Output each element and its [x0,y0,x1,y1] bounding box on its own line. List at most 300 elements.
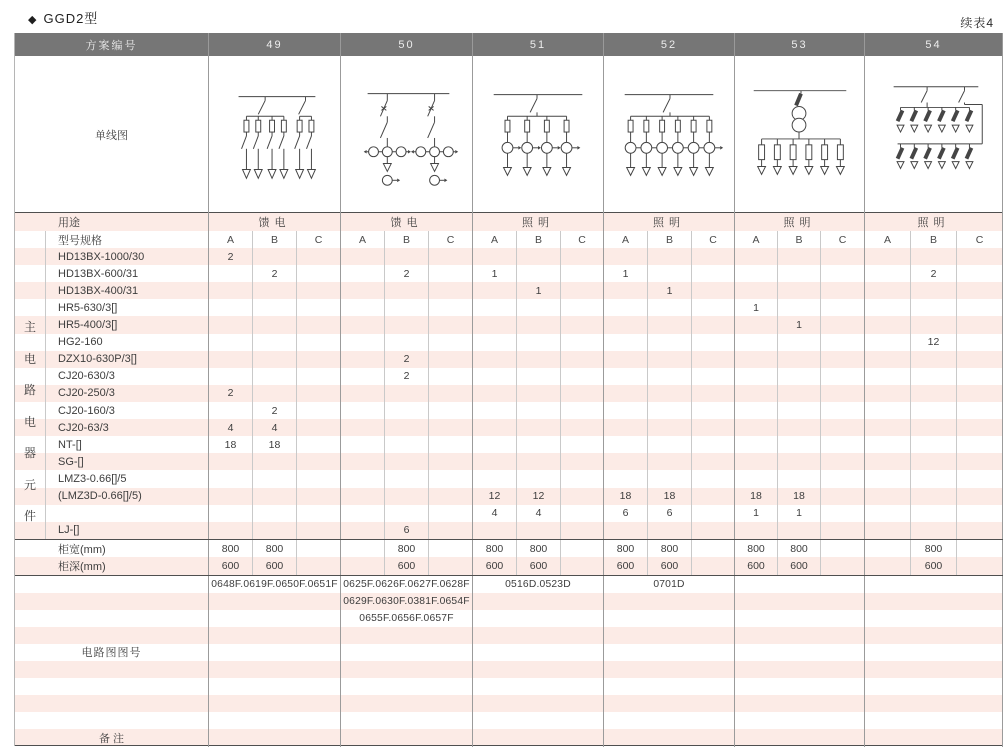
value-cell [648,316,692,333]
value-cell [821,316,865,333]
circuit-number-line [865,695,1002,712]
value-cell [911,436,957,453]
value-cell [473,402,517,419]
value-cell [561,299,604,316]
value-cell [692,265,735,282]
value-cell [297,505,341,522]
value-cell [957,299,1003,316]
value-cell: 800 [735,540,778,558]
value-cell [821,470,865,487]
value-cell [429,540,473,558]
value-cell [429,385,473,402]
value-cell: 1 [604,265,648,282]
value-cell [297,334,341,351]
circuit-number-line [209,661,340,678]
value-cell [209,351,253,368]
value-cell [735,351,778,368]
circuit-number-line [865,610,1002,627]
value-cell [561,265,604,282]
value-cell [821,368,865,385]
value-cell [911,299,957,316]
value-cell: 6 [385,522,429,539]
value-cell [778,248,821,265]
scheme-number-49: 49 [209,33,341,56]
circuit-number-line [865,644,1002,661]
subcol-52-C: C [692,231,735,248]
diagram-row-label: 单线图 [15,56,209,213]
value-cell [735,265,778,282]
value-cell [821,248,865,265]
value-cell: 800 [253,540,297,558]
value-cell [253,316,297,333]
circuit-number-line [735,593,864,610]
value-cell [253,299,297,316]
value-cell [604,522,648,539]
value-cell: 600 [911,557,957,575]
cabinet-depth-row [15,557,1003,575]
circuit-number-line [865,712,1002,729]
circuit-number-line [735,712,864,729]
value-cell [648,265,692,282]
value-cell: 600 [253,557,297,575]
component-row [15,368,1003,385]
value-cell [297,402,341,419]
remark-label: 备 注 [15,729,209,747]
component-row [15,282,1003,299]
value-cell: 6 [604,505,648,522]
value-cell [341,540,385,558]
value-cell [778,385,821,402]
value-cell: 2 [253,402,297,419]
value-cell: 2 [209,248,253,265]
circuit-number-line [473,593,603,610]
subcol-49-B: B [253,231,297,248]
value-cell: 1 [735,299,778,316]
circuit-number-line [473,695,603,712]
remark-row [15,728,1003,746]
value-cell [735,248,778,265]
value-cell [473,522,517,539]
circuit-label-column [15,576,209,729]
value-cell [957,368,1003,385]
value-cell [341,488,385,505]
value-cell [561,436,604,453]
subcol-53-A: A [735,231,778,248]
value-cell [429,557,473,575]
subcol-49-A: A [209,231,253,248]
value-cell: 2 [385,368,429,385]
component-label: CJ20-63/3 [15,419,209,436]
value-cell: 800 [911,540,957,558]
subcol-53-C: C [821,231,865,248]
value-cell [692,453,735,470]
component-label: HG2-160 [15,334,209,351]
circuit-number-line [735,627,864,644]
usage-value-52: 照明 [604,213,735,231]
value-cell: 600 [517,557,561,575]
continued-table-label: 续表4 [960,16,994,30]
value-cell [297,282,341,299]
value-cell [341,316,385,333]
value-cell [648,470,692,487]
value-cell [561,282,604,299]
value-cell [692,419,735,436]
value-cell: 12 [911,334,957,351]
value-cell [561,351,604,368]
value-cell [429,351,473,368]
circuit-number-line [473,610,603,627]
value-cell [341,402,385,419]
value-cell [209,334,253,351]
value-cell [517,402,561,419]
value-cell [341,453,385,470]
circuit-number-line: 0629F.0630F.0381F.0654F [341,593,472,610]
value-cell [253,282,297,299]
circuit-number-line [473,627,603,644]
value-cell: 600 [385,557,429,575]
value-cell: 600 [648,557,692,575]
value-cell [604,299,648,316]
remark-cell-50 [341,729,473,747]
value-cell [821,402,865,419]
value-cell [957,265,1003,282]
value-cell [429,488,473,505]
value-cell [821,522,865,539]
value-cell [957,351,1003,368]
subcol-51-B: B [517,231,561,248]
value-cell: 18 [735,488,778,505]
value-cell [429,436,473,453]
value-cell [692,522,735,539]
value-cell [911,453,957,470]
value-cell [297,453,341,470]
component-label: LMZ3-0.66[]/5 [15,470,209,487]
value-cell [692,316,735,333]
value-cell [957,385,1003,402]
value-cell [821,557,865,575]
value-cell [957,557,1003,575]
circuit-number-line [209,644,340,661]
single-line-diagram-54 [870,60,998,210]
value-cell [692,402,735,419]
value-cell [209,265,253,282]
value-cell: 18 [253,436,297,453]
usage-value-53: 照明 [735,213,865,231]
subcol-header-row [15,231,1003,248]
value-cell [517,385,561,402]
value-cell: 800 [648,540,692,558]
circuit-number-line [473,678,603,695]
scheme-number-53: 53 [735,33,865,56]
subcol-54-B: B [911,231,957,248]
value-cell: 12 [473,488,517,505]
value-cell: 600 [209,557,253,575]
value-cell [778,453,821,470]
diagram-cell-49 [209,56,341,213]
value-cell [692,282,735,299]
value-cell [865,282,911,299]
value-cell [735,419,778,436]
value-cell [429,470,473,487]
value-cell: 800 [473,540,517,558]
circuit-number-line [735,695,864,712]
value-cell [692,334,735,351]
value-cell [604,368,648,385]
circuit-number-line [209,695,340,712]
value-cell [341,334,385,351]
circuit-number-line [604,610,734,627]
value-cell [561,488,604,505]
value-cell [473,334,517,351]
value-cell [385,505,429,522]
component-row [15,248,1003,265]
diagram-cell-54 [865,56,1003,213]
value-cell [911,470,957,487]
value-cell [473,351,517,368]
value-cell [561,248,604,265]
value-cell [865,299,911,316]
value-cell [778,402,821,419]
remark-cell-53 [735,729,865,747]
circuit-number-line [341,644,472,661]
value-cell [648,385,692,402]
value-cell [297,316,341,333]
value-cell: 600 [604,557,648,575]
component-row [15,265,1003,282]
value-cell [341,522,385,539]
value-cell [561,522,604,539]
value-cell [865,419,911,436]
value-cell [297,368,341,385]
main-circuit-components-vertical-label [15,231,46,539]
value-cell [692,385,735,402]
value-cell [253,334,297,351]
value-cell [297,522,341,539]
component-label: HR5-400/3[] [15,316,209,333]
subcol-50-A: A [341,231,385,248]
value-cell [604,470,648,487]
value-cell: 600 [473,557,517,575]
single-line-diagram-53 [736,60,864,210]
circuit-number-line [341,712,472,729]
component-row [15,522,1003,539]
single-line-diagram-50 [343,60,471,210]
circuit-number-line [865,627,1002,644]
value-cell [692,436,735,453]
subcol-50-C: C [429,231,473,248]
value-cell [341,351,385,368]
value-cell [648,334,692,351]
component-row [15,351,1003,368]
value-cell [297,299,341,316]
value-cell [517,265,561,282]
circuit-number-line [209,610,340,627]
circuit-number-line [209,593,340,610]
title-bar [0,0,1004,33]
component-label: CJ20-250/3 [15,385,209,402]
diagram-cell-51 [473,56,604,213]
diamond-icon: ◆ [28,14,38,26]
value-cell [517,419,561,436]
value-cell [473,436,517,453]
circuit-number-line: 0625F.0626F.0627F.0628F [341,576,472,593]
usage-value-51: 照明 [473,213,604,231]
value-cell [865,522,911,539]
value-cell [517,368,561,385]
value-cell [561,453,604,470]
value-cell [341,385,385,402]
cabinet-width-row-label: 柜宽(mm) [15,540,209,558]
component-label: HR5-630/3[] [15,299,209,316]
subcol-52-B: B [648,231,692,248]
value-cell [604,419,648,436]
value-cell [209,488,253,505]
value-cell [865,265,911,282]
circuit-number-line [209,678,340,695]
scheme-number-label: 方案编号 [15,33,209,56]
value-cell [385,436,429,453]
circuit-number-line: 0655F.0656F.0657F [341,610,472,627]
value-cell [341,470,385,487]
value-cell [957,402,1003,419]
value-cell [253,505,297,522]
spec-row-label: 型号规格 [15,231,209,248]
component-row [15,316,1003,333]
value-cell [253,385,297,402]
value-cell: 800 [517,540,561,558]
component-label: NT-[] [15,436,209,453]
value-cell [911,488,957,505]
circuit-number-section [15,575,1003,728]
value-cell [957,453,1003,470]
circuit-number-line [865,661,1002,678]
value-cell [911,351,957,368]
diagram-cell-53 [735,56,865,213]
value-cell [209,453,253,470]
value-cell [473,419,517,436]
page-title [28,8,98,27]
value-cell [429,419,473,436]
single-line-diagram-49 [211,60,339,210]
value-cell [957,436,1003,453]
value-cell [821,453,865,470]
component-row [15,436,1003,453]
value-cell [735,402,778,419]
value-cell [517,316,561,333]
value-cell [865,557,911,575]
value-cell [865,316,911,333]
value-cell: 2 [385,351,429,368]
value-cell [297,351,341,368]
value-cell [473,385,517,402]
value-cell: 4 [473,505,517,522]
value-cell [341,557,385,575]
value-cell [821,351,865,368]
value-cell [865,368,911,385]
value-cell [429,505,473,522]
value-cell [821,282,865,299]
value-cell [957,505,1003,522]
value-cell [297,436,341,453]
value-cell [429,265,473,282]
subcol-53-B: B [778,231,821,248]
value-cell [517,351,561,368]
value-cell [735,316,778,333]
value-cell: 4 [253,419,297,436]
value-cell [209,316,253,333]
value-cell: 1 [473,265,517,282]
circuit-number-line: 0516D.0523D [473,576,603,593]
usage-label: 用途 [15,213,209,231]
value-cell [911,505,957,522]
page-title-text: GGD2型 [43,11,99,26]
value-cell: 1 [778,316,821,333]
value-cell [341,248,385,265]
value-cell [604,334,648,351]
value-cell [385,282,429,299]
value-cell [385,385,429,402]
value-cell [297,265,341,282]
component-label: CJ20-160/3 [15,402,209,419]
component-row [15,505,1003,522]
value-cell [561,385,604,402]
value-cell [253,453,297,470]
value-cell [561,368,604,385]
value-cell: 800 [209,540,253,558]
component-row [15,385,1003,402]
value-cell [429,453,473,470]
diagram-cell-50 [341,56,473,213]
value-cell [692,488,735,505]
value-cell [473,248,517,265]
value-cell: 800 [385,540,429,558]
subcol-50-B: B [385,231,429,248]
value-cell: 800 [778,540,821,558]
value-cell [865,470,911,487]
value-cell: 2 [253,265,297,282]
vertical-label-char: 电 [23,414,36,429]
value-cell: 1 [735,505,778,522]
value-cell: 2 [911,265,957,282]
scheme-header-row [15,33,1003,56]
value-cell [604,248,648,265]
value-cell [865,248,911,265]
value-cell [604,385,648,402]
value-cell [385,248,429,265]
circuit-number-line [341,695,472,712]
value-cell: 1 [778,505,821,522]
component-label: CJ20-630/3 [15,368,209,385]
value-cell [341,265,385,282]
value-cell [253,522,297,539]
value-cell [385,470,429,487]
scheme-number-52: 52 [604,33,735,56]
value-cell [297,488,341,505]
circuit-number-line [865,593,1002,610]
circuit-number-line [604,627,734,644]
value-cell [473,470,517,487]
scheme-number-54: 54 [865,33,1003,56]
value-cell [429,368,473,385]
value-cell [648,299,692,316]
circuit-number-line [604,695,734,712]
value-cell [561,470,604,487]
value-cell [341,282,385,299]
value-cell [209,470,253,487]
value-cell: 1 [648,282,692,299]
remark-cell-52 [604,729,735,747]
component-label: HD13BX-1000/30 [15,248,209,265]
